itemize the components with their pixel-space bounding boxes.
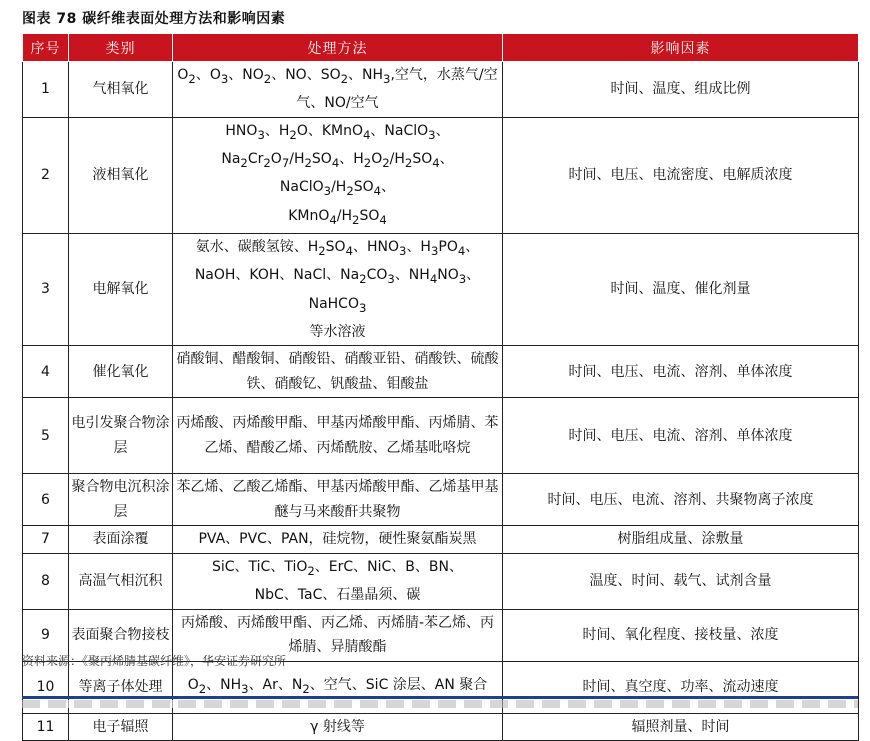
cell-category: 等离子体处理	[69, 661, 173, 713]
cell-category: 电解氧化	[69, 233, 173, 345]
cell-factors: 时间、电压、电流、溶剂、共聚物离子浓度	[503, 474, 859, 526]
footer-rule	[22, 696, 858, 699]
cell-category: 表面聚合物接枝	[69, 609, 173, 661]
cell-category: 催化氧化	[69, 346, 173, 398]
cell-factors: 辐照剂量、时间	[503, 713, 859, 741]
cell-method: 苯乙烯、乙酸乙烯酯、甲基丙烯酸甲酯、乙烯基甲基醚与马来酸酐共聚物	[173, 474, 503, 526]
header-method: 处理方法	[173, 34, 503, 62]
cell-method: $O_2$、$O_3$、$NO_2$、NO、$SO_2$、$NH_3$,空气，水蒸气/空气、NO/空气	[173, 62, 503, 118]
cell-factors: 时间、真空度、功率、流动速度	[503, 661, 859, 713]
cell-no: 3	[23, 233, 69, 345]
cell-category: 液相氧化	[69, 117, 173, 233]
cell-factors: 温度、时间、载气、试剂含量	[503, 553, 859, 609]
cell-no: 6	[23, 474, 69, 526]
cell-factors: 时间、电压、电流密度、电解质浓度	[503, 117, 859, 233]
cell-category: 表面涂覆	[69, 526, 173, 554]
cell-no: 5	[23, 398, 69, 474]
cell-factors: 时间、温度、催化剂量	[503, 233, 859, 345]
cell-factors: 树脂组成量、涂敷量	[503, 526, 859, 554]
header-category: 类别	[69, 34, 173, 62]
cell-method: 丙烯酸、丙烯酸甲酯、甲基丙烯酸甲酯、丙烯腈、苯乙烯、醋酸乙烯、丙烯酰胺、乙烯基吡咯烷	[173, 398, 503, 474]
source-note: 资料来源：《聚丙烯腈基碳纤维》，华安证券研究所	[22, 654, 287, 668]
figure-title: 图表 78 碳纤维表面处理方法和影响因素	[22, 11, 286, 27]
header-no: 序号	[23, 34, 69, 62]
table-row	[23, 233, 859, 345]
cell-factors: 时间、电压、电流、溶剂、单体浓度	[503, 398, 859, 474]
cell-method: γ 射线等	[173, 713, 503, 741]
table-body	[23, 62, 859, 741]
cell-method: $HNO_3$、$H_2O$、KMnO$_4$、NaClO$_3$、 $Na_2Cr_2O_7/H_2SO_4$、$H_2O_2/H_2SO_4$、$NaClO_3/H_2SO_4$、 $KMnO_4/H_2SO_4$	[173, 117, 503, 233]
cell-category: 高温气相沉积	[69, 553, 173, 609]
cell-no: 8	[23, 553, 69, 609]
cell-no: 9	[23, 609, 69, 661]
footer-strip	[22, 700, 858, 708]
table-row	[23, 398, 859, 474]
table-row	[23, 713, 859, 741]
cell-no: 10	[23, 661, 69, 713]
cell-category: 电引发聚合物涂层	[69, 398, 173, 474]
cell-no: 4	[23, 346, 69, 398]
cell-category: 电子辐照	[69, 713, 173, 741]
surface-treatment-table	[22, 33, 859, 741]
table-row	[23, 62, 859, 118]
cell-method: $O_2$、$NH_3$、Ar、$N_2$、空气、SiC 涂层、AN 聚合	[173, 661, 503, 713]
header-factors: 影响因素	[503, 34, 859, 62]
cell-category: 聚合物电沉积涂层	[69, 474, 173, 526]
table-row	[23, 526, 859, 554]
cell-method: 丙烯酸、丙烯酸甲酯、丙乙烯、丙烯腈-苯乙烯、丙烯腈、异腈酸酯	[173, 609, 503, 661]
cell-factors: 时间、温度、组成比例	[503, 62, 859, 118]
cell-no: 11	[23, 713, 69, 741]
table-header-row	[23, 34, 859, 62]
cell-method: SiC、TiC、TiO$_2$、ErC、NiC、B、BN、 NbC、TaC、石墨晶须、碳	[173, 553, 503, 609]
cell-no: 1	[23, 62, 69, 118]
table-row	[23, 117, 859, 233]
table-row	[23, 553, 859, 609]
cell-no: 7	[23, 526, 69, 554]
cell-category: 气相氧化	[69, 62, 173, 118]
cell-method: PVA、PVC、PAN，硅烷物，硬性聚氨酯炭黑	[173, 526, 503, 554]
cell-method: 氨水、碳酸氢铵、$H_2SO_4$、$HNO_3$、$H_3PO_4$、 NaOH、KOH、NaCl、$Na_2CO_3$、$NH_4NO_3$、NaHCO$_3$ 等水溶液	[173, 233, 503, 345]
table-row	[23, 346, 859, 398]
cell-factors: 时间、电压、电流、溶剂、单体浓度	[503, 346, 859, 398]
cell-factors: 时间、氧化程度、接枝量、浓度	[503, 609, 859, 661]
table-row	[23, 474, 859, 526]
cell-no: 2	[23, 117, 69, 233]
cell-method: 硝酸铜、醋酸铜、硝酸铅、硝酸亚铅、硝酸铁、硫酸铁、硝酸钇、钒酸盐、钼酸盐	[173, 346, 503, 398]
